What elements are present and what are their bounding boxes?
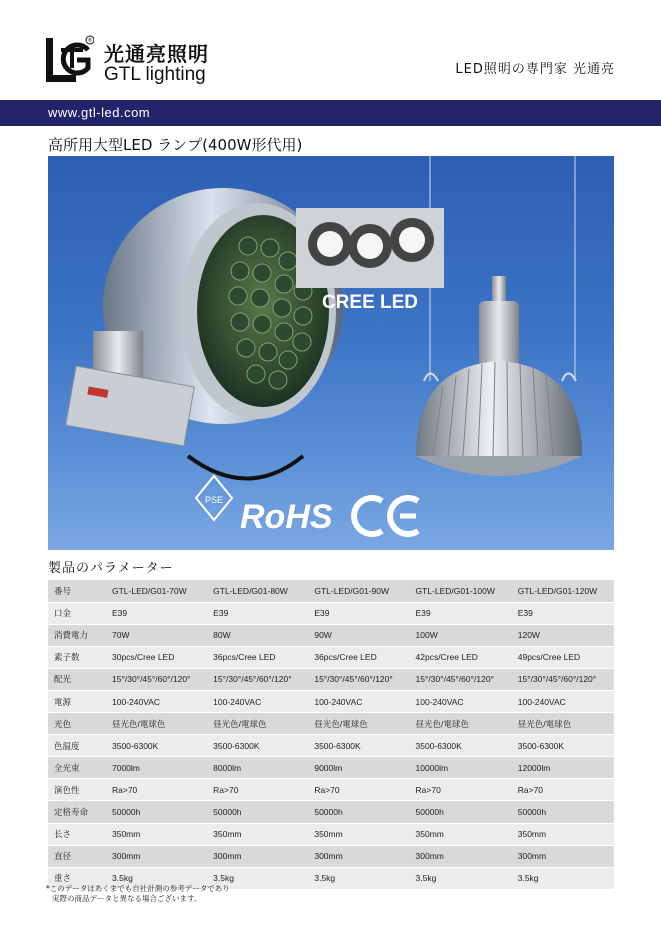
table-cell: 7000lm: [106, 757, 207, 779]
table-row: [48, 624, 614, 646]
disclaimer-note: [46, 884, 230, 904]
table-cell: 昼光色/電球色: [410, 713, 512, 735]
row-label: 光色: [48, 713, 106, 735]
row-label: 直径: [48, 845, 106, 867]
row-label: 消費電力: [48, 624, 106, 646]
table-cell: 350mm: [106, 823, 207, 845]
table-cell: 3.5kg: [308, 867, 409, 889]
table-cell: 350mm: [512, 823, 614, 845]
row-label: 色温度: [48, 735, 106, 757]
table-cell: E39: [207, 602, 308, 624]
table-cell: 100-240VAC: [207, 690, 308, 712]
product-photo: [48, 156, 614, 550]
table-cell: GTL-LED/G01-120W: [512, 580, 614, 602]
table-cell: 昼光色/電球色: [512, 713, 614, 735]
table-cell: 3.5kg: [512, 867, 614, 889]
table-cell: 8000lm: [207, 757, 308, 779]
table-row: [48, 845, 614, 867]
table-cell: 300mm: [106, 845, 207, 867]
table-cell: 50000h: [410, 801, 512, 823]
table-row: [48, 779, 614, 801]
table-cell: E39: [106, 602, 207, 624]
ce-mark-icon: [354, 498, 418, 534]
table-cell: GTL-LED/G01-100W: [410, 580, 512, 602]
table-cell: 100-240VAC: [106, 690, 207, 712]
gtl-logo-icon: [44, 34, 94, 92]
row-label: 電源: [48, 690, 106, 712]
pse-label: PSE: [204, 495, 224, 505]
table-row: [48, 602, 614, 624]
table-cell: 42pcs/Cree LED: [410, 646, 512, 668]
row-label: 重さ: [48, 867, 106, 889]
brand-name-cn: 光通亮照明: [104, 42, 209, 66]
registered-mark: ®: [87, 38, 93, 44]
table-cell: 50000h: [512, 801, 614, 823]
table-cell: 100-240VAC: [512, 690, 614, 712]
row-label: 演色性: [48, 779, 106, 801]
table-row: [48, 668, 614, 690]
table-row: [48, 690, 614, 712]
table-cell: 昼光色/電球色: [207, 713, 308, 735]
table-cell: 36pcs/Cree LED: [207, 646, 308, 668]
table-cell: Ra>70: [308, 779, 409, 801]
table-cell: 3500-6300K: [308, 735, 409, 757]
table-cell: Ra>70: [410, 779, 512, 801]
table-cell: 90W: [308, 624, 409, 646]
table-cell: 15°/30°/45°/60°/120°: [512, 668, 614, 690]
table-cell: 昼光色/電球色: [106, 713, 207, 735]
row-label: 口金: [48, 602, 106, 624]
section-title: 製品のパラメーター: [48, 561, 174, 576]
table-cell: 3500-6300K: [106, 735, 207, 757]
table-cell: 100W: [410, 624, 512, 646]
table-cell: 昼光色/電球色: [308, 713, 409, 735]
table-cell: 50000h: [106, 801, 207, 823]
table-cell: 10000lm: [410, 757, 512, 779]
table-row: [48, 646, 614, 668]
parameter-table: [48, 580, 614, 890]
table-cell: Ra>70: [512, 779, 614, 801]
table-cell: 300mm: [308, 845, 409, 867]
table-cell: 30pcs/Cree LED: [106, 646, 207, 668]
table-cell: 300mm: [410, 845, 512, 867]
table-cell: 350mm: [410, 823, 512, 845]
table-cell: 3.5kg: [106, 867, 207, 889]
table-row: [48, 823, 614, 845]
table-cell: 3500-6300K: [512, 735, 614, 757]
table-cell: Ra>70: [106, 779, 207, 801]
row-label: 番号: [48, 580, 106, 602]
row-label: 配光: [48, 668, 106, 690]
table-cell: 50000h: [308, 801, 409, 823]
row-label: 素子数: [48, 646, 106, 668]
table-cell: GTL-LED/G01-80W: [207, 580, 308, 602]
table-cell: 350mm: [308, 823, 409, 845]
table-cell: 15°/30°/45°/60°/120°: [106, 668, 207, 690]
row-label: 长さ: [48, 823, 106, 845]
table-cell: 80W: [207, 624, 308, 646]
table-cell: E39: [410, 602, 512, 624]
pse-mark-icon: [196, 476, 232, 520]
dome-lamp-image: [416, 276, 582, 476]
cree-led-label: CREE LED: [321, 292, 419, 313]
brand-name-en: GTL lighting: [104, 64, 206, 85]
page-header: [0, 0, 661, 100]
table-cell: 100-240VAC: [410, 690, 512, 712]
website-link[interactable]: www.gtl-led.com: [48, 105, 151, 120]
table-cell: 15°/30°/45°/60°/120°: [308, 668, 409, 690]
tagline: LED照明の専門家 光通亮: [455, 62, 615, 77]
table-cell: 350mm: [207, 823, 308, 845]
table-cell: 120W: [512, 624, 614, 646]
table-cell: Ra>70: [207, 779, 308, 801]
table-row: [48, 713, 614, 735]
table-cell: 15°/30°/45°/60°/120°: [410, 668, 512, 690]
table-cell: E39: [308, 602, 409, 624]
table-cell: 300mm: [512, 845, 614, 867]
table-cell: E39: [512, 602, 614, 624]
table-cell: 36pcs/Cree LED: [308, 646, 409, 668]
table-row: [48, 580, 614, 602]
table-cell: 9000lm: [308, 757, 409, 779]
table-row: [48, 735, 614, 757]
table-row: [48, 801, 614, 823]
rohs-label: RoHS: [240, 498, 333, 536]
table-row: [48, 757, 614, 779]
page-title: 高所用大型LED ランプ(400W形代用): [48, 136, 303, 154]
table-cell: 3.5kg: [410, 867, 512, 889]
table-cell: 50000h: [207, 801, 308, 823]
table-cell: GTL-LED/G01-70W: [106, 580, 207, 602]
table-cell: 12000lm: [512, 757, 614, 779]
table-cell: 3500-6300K: [410, 735, 512, 757]
note-line-1: *このデータはあくまでも自社計測の参考データであり: [46, 884, 230, 893]
table-cell: 300mm: [207, 845, 308, 867]
table-cell: 3.5kg: [207, 867, 308, 889]
table-cell: 49pcs/Cree LED: [512, 646, 614, 668]
table-cell: 70W: [106, 624, 207, 646]
row-label: 定格寿命: [48, 801, 106, 823]
note-line-2: 実際の商品データと異なる場合ございます。: [52, 894, 202, 903]
table-cell: 15°/30°/45°/60°/120°: [207, 668, 308, 690]
table-cell: 3500-6300K: [207, 735, 308, 757]
table-cell: 100-240VAC: [308, 690, 409, 712]
row-label: 全光束: [48, 757, 106, 779]
table-cell: GTL-LED/G01-90W: [308, 580, 409, 602]
url-bar: [0, 100, 661, 126]
